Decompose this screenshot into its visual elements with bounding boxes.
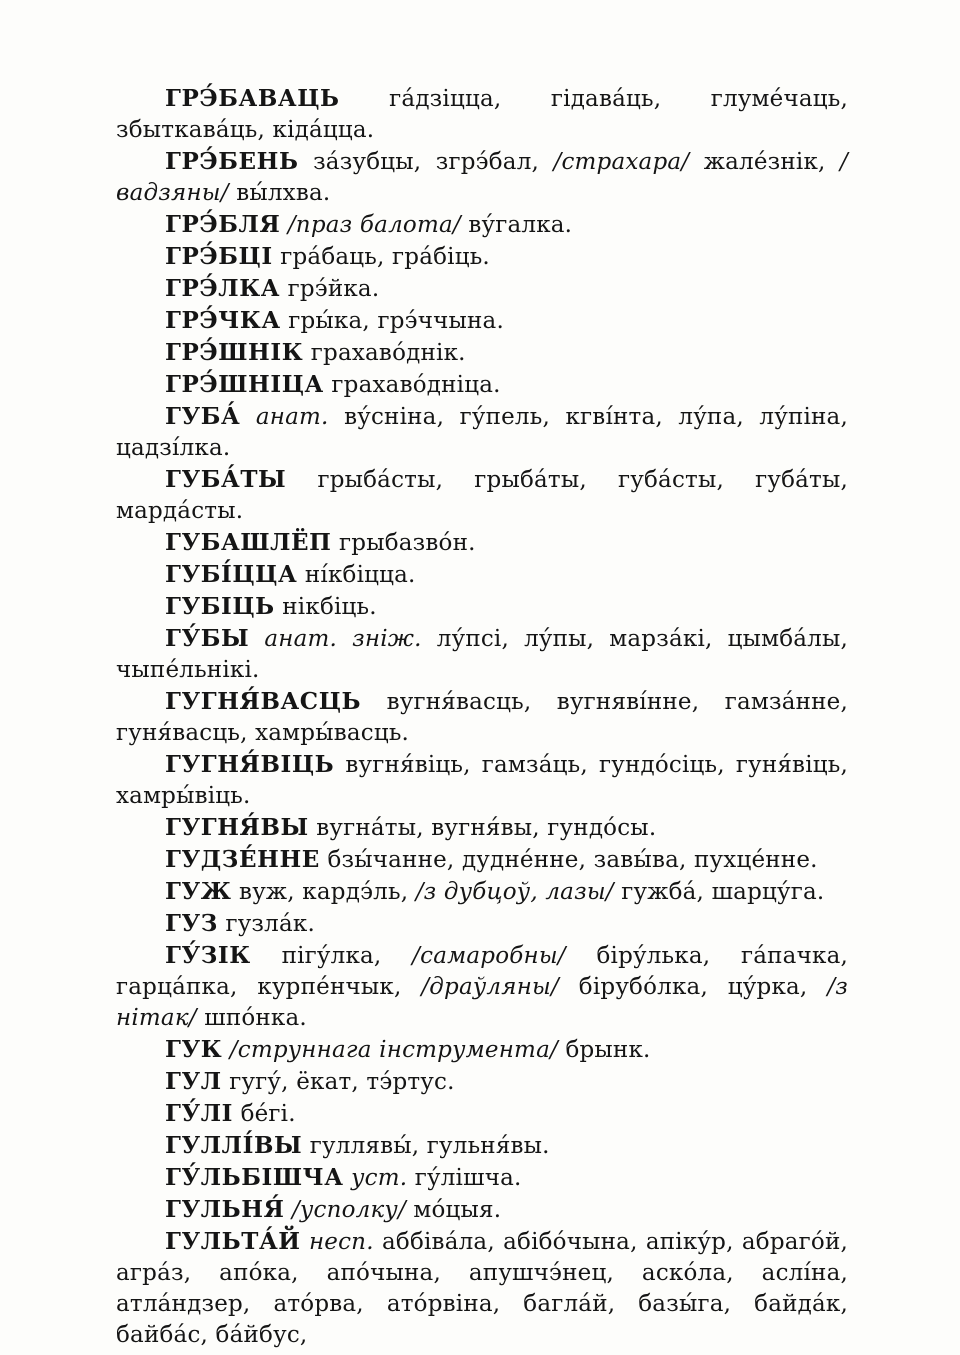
entry-label: /з дубцоў, лазы/ — [415, 879, 614, 905]
entry-label: /вадзяны/ — [116, 149, 848, 206]
dictionary-entry — [116, 401, 848, 464]
entry-text: вы́лхва. — [228, 180, 331, 206]
entry-text: грахаво́дніца. — [331, 372, 501, 398]
entry-headword: ГУДЗЕ́ННЕ — [165, 846, 320, 873]
entry-headword: ГУБІ́ЦЦА — [165, 561, 298, 588]
entry-text: гугу́, ёкат, тэ́ртус. — [229, 1069, 455, 1095]
dictionary-entry — [116, 1034, 848, 1066]
dictionary-entry — [116, 1226, 848, 1351]
entry-label: анат. — [255, 404, 329, 430]
entry-headword: ГУЗ — [165, 910, 218, 937]
entry-text: аббіва́ла, абібо́чына, апіку́р, абраго́й, агра́з, апо́ка, апо́чына, апушчэ́нец, аско́ла, аслі́на, атла́ндзер, ато́рва, ато́рвіна, багла́й, базы́га, байда́к, байба́с, ба́йбус, — [116, 1229, 849, 1348]
entry-text: брынк. — [557, 1037, 651, 1063]
entry-headword: ГУЛЛІ́ВЫ — [165, 1132, 303, 1159]
entry-headword: ГУЛЬТА́Й — [165, 1228, 301, 1255]
entry-label: /струннага інструмента/ — [229, 1037, 558, 1063]
dictionary-entry — [116, 1098, 848, 1130]
dictionary-entry — [116, 559, 848, 591]
entry-headword: ГУЛЬНЯ́ — [165, 1196, 285, 1223]
entry-label: уст. — [351, 1165, 408, 1191]
entry-text: нікбіць. — [282, 594, 377, 620]
dictionary-entry — [116, 241, 848, 273]
entry-headword: ГУБАШЛЁП — [165, 529, 332, 556]
entry-text: пігу́лка, — [281, 943, 413, 969]
dictionary-entry — [116, 146, 848, 209]
entry-headword: ГРЭ́ЛКА — [165, 275, 281, 302]
entry-label: /праз балота/ — [287, 212, 461, 238]
entry-text: вугня́васць, вугняві́нне, гамза́нне, гуня́васць, хамры́васць. — [116, 689, 848, 746]
dictionary-entry — [116, 1162, 848, 1194]
entry-headword: ГУБІЦЬ — [165, 593, 275, 620]
entry-headword: ГУ́ЛЬБІШЧА — [165, 1164, 344, 1191]
dictionary-entry — [116, 749, 848, 812]
entry-label: анат. зніж. — [264, 626, 422, 652]
dictionary-entry — [116, 209, 848, 241]
entry-headword: ГУК — [165, 1036, 223, 1063]
entry-headword: ГУБА́ — [165, 403, 241, 430]
entry-text: мо́цыя. — [405, 1197, 502, 1223]
entry-label: /самаробны/ — [412, 943, 566, 969]
entry-text: грыба́сты, грыба́ты, губа́сты, губа́ты, марда́сты. — [116, 467, 848, 524]
entry-text: ву́сніна, гу́пель, кгві́нта, лу́па, лу́піна, цадзі́лка. — [116, 404, 848, 461]
dictionary-entry — [116, 1194, 848, 1226]
entry-headword: ГУГНЯ́ВЫ — [165, 814, 309, 841]
entry-text: гу́лішча. — [407, 1165, 522, 1191]
entry-label: /страхара/ — [553, 149, 690, 175]
dictionary-entry — [116, 844, 848, 876]
entry-text: бірубо́лка, цу́рка, — [558, 974, 828, 1000]
entry-text: га́дзіцца, гідава́ць, глуме́чаць, збыткава́ць, кіда́цца. — [116, 86, 848, 143]
entry-text: шпо́нка. — [196, 1005, 307, 1031]
entry-headword: ГРЭ́БЕНЬ — [165, 148, 299, 175]
entry-headword: ГУГНЯ́ВАСЦЬ — [165, 688, 362, 715]
dictionary-entry — [116, 464, 848, 527]
dictionary-entry — [116, 686, 848, 749]
entry-text: ні́кбіцца. — [304, 562, 416, 588]
entry-text: бзы́чанне, дудне́нне, завы́ва, пухце́нне. — [327, 847, 818, 873]
entry-text: гужба́, шарцу́га. — [613, 879, 825, 905]
entry-text: бе́гі. — [240, 1101, 296, 1127]
entry-headword: ГУЖ — [165, 878, 232, 905]
entry-headword: ГРЭ́БЛЯ — [165, 211, 281, 238]
dictionary-entry — [116, 83, 848, 146]
dictionary-entry — [116, 623, 848, 686]
entry-text: вугня́віць, гамза́ць, гундо́сіць, гуня́віць, хамры́віць. — [116, 752, 848, 809]
entry-text: грыбазво́н. — [339, 530, 476, 556]
entry-text: біру́лька, га́пачка, гарца́пка, курпе́нчык, — [116, 943, 849, 1000]
entry-text: ву́галка. — [460, 212, 573, 238]
entry-label: /з нітак/ — [116, 974, 849, 1031]
entry-headword: ГРЭ́ШНІЦА — [165, 371, 324, 398]
dictionary-entry — [116, 876, 848, 908]
entry-headword: ГУЛ — [165, 1068, 222, 1095]
dictionary-entry — [116, 812, 848, 844]
entry-headword: ГУГНЯ́ВІЦЬ — [165, 751, 335, 778]
entry-headword: ГУ́ЗІК — [165, 942, 251, 969]
entry-text: гуллявы́, гульня́вы. — [309, 1133, 550, 1159]
dictionary-entry — [116, 273, 848, 305]
entry-text: гузла́к. — [225, 911, 315, 937]
entry-text: жале́знік, — [689, 149, 841, 175]
entry-text: грахаво́днік. — [310, 340, 466, 366]
entry-headword: ГРЭ́БАВАЦЬ — [165, 85, 340, 112]
entry-headword: ГРЭ́БЦІ — [165, 243, 273, 270]
entry-headword: ГРЭ́ШНІК — [165, 339, 304, 366]
dictionary-entry — [116, 337, 848, 369]
entry-text: вуж, кардэ́ль, — [239, 879, 416, 905]
dictionary-entry — [116, 908, 848, 940]
dictionary-entry — [116, 527, 848, 559]
dictionary-entry — [116, 1130, 848, 1162]
dictionary-entry — [116, 591, 848, 623]
entry-text: грэ́йка. — [287, 276, 380, 302]
entry-label: /драўляны/ — [421, 974, 559, 1000]
entry-label: несп. — [308, 1229, 374, 1255]
entry-headword: ГРЭ́ЧКА — [165, 307, 281, 334]
text-block — [116, 83, 848, 1351]
dictionary-entry — [116, 305, 848, 337]
entry-text: за́зубцы, згрэ́бал, — [313, 149, 554, 175]
entry-text: лу́псі, лу́пы, марза́кі, цымба́лы, чыпе́льнікі. — [116, 626, 848, 683]
dictionary-entry — [116, 1066, 848, 1098]
entry-headword: ГУБА́ТЫ — [165, 466, 287, 493]
entry-headword: ГУ́ЛІ — [165, 1100, 234, 1127]
entry-headword: ГУ́БЫ — [165, 625, 250, 652]
dictionary-entry — [116, 369, 848, 401]
entry-label: /усполку/ — [292, 1197, 406, 1223]
dictionary-entry — [116, 940, 848, 1034]
entry-text: гра́баць, гра́біць. — [280, 244, 490, 270]
entry-text: вугна́ты, вугня́вы, гундо́сы. — [316, 815, 657, 841]
entry-text: гры́ка, грэ́ччына. — [288, 308, 504, 334]
